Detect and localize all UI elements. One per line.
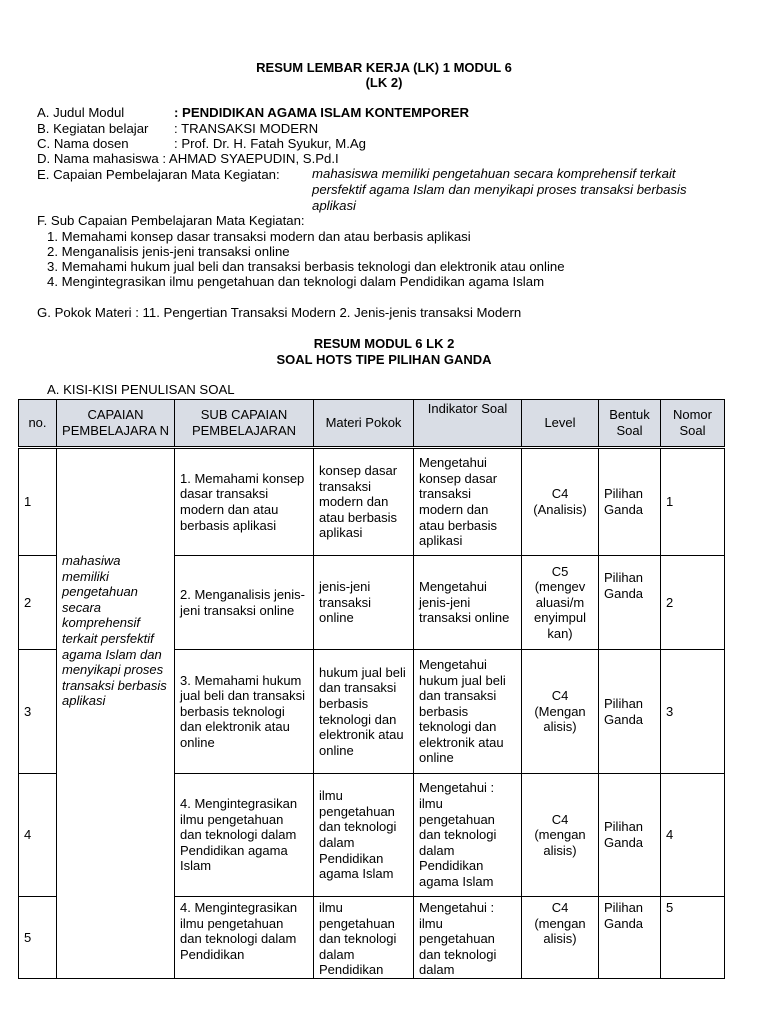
cell-nomor: 3: [661, 650, 725, 774]
header-indikator: Indikator Soal: [414, 400, 522, 448]
info-c-label: C. Nama dosen: [37, 136, 129, 151]
cell-indikator: Mengetahui : ilmu pengetahuan dan teknologi dalam Pendidikan agama Islam: [414, 774, 522, 897]
cell-materi: konsep dasar transaksi modern dan atau berbasis aplikasi: [314, 448, 414, 556]
table-header-row: [19, 400, 725, 448]
cell-bentuk: Pilihan Ganda: [599, 650, 661, 774]
sub-capaian-item: 4. Mengintegrasikan ilmu pengetahuan dan teknologi dalam Pendidikan agama Islam: [47, 274, 545, 289]
document-title: RESUM LEMBAR KERJA (LK) 1 MODUL 6: [256, 60, 512, 75]
cell-sub: 1. Memahami konsep dasar transaksi modern dan atau berbasis aplikasi: [175, 448, 314, 556]
header-bentuk: Bentuk Soal: [599, 400, 661, 448]
cell-level: C4 (Analisis): [522, 448, 599, 556]
info-e-value: mahasiswa memiliki pengetahuan secara komprehensif terkait persfektif agama Islam dan menyikapi proses transaksi berbasis aplikasi: [312, 166, 687, 213]
sub-capaian-item: 2. Menganalisis jenis-jeni transaksi online: [47, 244, 290, 259]
cell-bentuk: Pilihan Ganda: [599, 897, 661, 979]
cell-materi: jenis-jeni transaksi online: [314, 556, 414, 650]
cell-level: C4 (mengan alisis): [522, 774, 599, 897]
info-a-value: : PENDIDIKAN AGAMA ISLAM KONTEMPORER: [174, 105, 470, 120]
cell-nomor: 5: [661, 897, 725, 979]
cell-bentuk: Pilihan Ganda: [599, 556, 661, 650]
cell-indikator: Mengetahui : ilmu pengetahuan dan teknologi dalam: [414, 897, 522, 979]
header-sub-capaian: SUB CAPAIAN PEMBELAJARAN: [175, 400, 314, 448]
info-c-value: : Prof. Dr. H. Fatah Syukur, M.Ag: [174, 136, 367, 151]
kisi-kisi-table: [18, 399, 725, 979]
section-subtitle: SOAL HOTS TIPE PILIHAN GANDA: [276, 352, 492, 367]
info-f-label: F. Sub Capaian Pembelajaran Mata Kegiatan:: [37, 213, 305, 228]
cell-sub: 4. Mengintegrasikan ilmu pengetahuan dan teknologi dalam Pendidikan: [175, 897, 314, 979]
kisi-heading: A. KISI-KISI PENULISAN SOAL: [47, 382, 235, 397]
cell-sub: 4. Mengintegrasikan ilmu pengetahuan dan teknologi dalam Pendidikan agama Islam: [175, 774, 314, 897]
sub-capaian-item: 1. Memahami konsep dasar transaksi modern dan atau berbasis aplikasi: [47, 229, 471, 244]
cell-materi: ilmu pengetahuan dan teknologi dalam Pendidikan agama Islam: [314, 774, 414, 897]
cell-materi: hukum jual beli dan transaksi berbasis teknologi dan elektronik atau online: [314, 650, 414, 774]
cell-sub: 2. Menganalisis jenis-jeni transaksi online: [175, 556, 314, 650]
cell-nomor: 1: [661, 448, 725, 556]
info-b-value: : TRANSAKSI MODERN: [174, 121, 319, 136]
cell-level: C4 (Mengan alisis): [522, 650, 599, 774]
document-subtitle: (LK 2): [365, 75, 403, 90]
cell-indikator: Mengetahui konsep dasar transaksi modern dan atau berbasis aplikasi: [414, 448, 522, 556]
cell-no: 3: [19, 650, 57, 774]
cell-bentuk: Pilihan Ganda: [599, 448, 661, 556]
section-title: RESUM MODUL 6 LK 2: [313, 336, 455, 351]
info-g-line: G. Pokok Materi : 11. Pengertian Transaksi Modern 2. Jenis-jenis transaksi Modern: [37, 305, 522, 320]
cell-no: 1: [19, 448, 57, 556]
cell-no: 2: [19, 556, 57, 650]
cell-capaian: mahasiwa memiliki pengetahuan secara komprehensif terkait persfektif agama Islam dan menyikapi proses transaksi berbasis aplikasi: [57, 448, 175, 979]
cell-indikator: Mengetahui hukum jual beli dan transaksi berbasis teknologi dan elektronik atau online: [414, 650, 522, 774]
cell-level: C4 (mengan alisis): [522, 897, 599, 979]
info-e-label: E. Capaian Pembelajaran Mata Kegiatan:: [37, 167, 280, 182]
sub-capaian-item: 3. Memahami hukum jual beli dan transaksi berbasis teknologi dan elektronik atau online: [47, 259, 565, 274]
header-nomor: Nomor Soal: [661, 400, 725, 448]
info-d-line: D. Nama mahasiswa : AHMAD SYAEPUDIN, S.Pd.I: [37, 151, 339, 166]
cell-no: 4: [19, 774, 57, 897]
table-row: [19, 448, 725, 556]
cell-sub: 3. Memahami hukum jual beli dan transaksi berbasis teknologi dan elektronik atau online: [175, 650, 314, 774]
header-capaian: CAPAIAN PEMBELAJARA N: [57, 400, 175, 448]
cell-no: 5: [19, 897, 57, 979]
header-level: Level: [522, 400, 599, 448]
cell-materi: ilmu pengetahuan dan teknologi dalam Pendidikan: [314, 897, 414, 979]
header-no: no.: [19, 400, 57, 448]
cell-indikator: Mengetahui jenis-jeni transaksi online: [414, 556, 522, 650]
cell-bentuk: Pilihan Ganda: [599, 774, 661, 897]
info-a-label: A. Judul Modul: [37, 105, 125, 120]
cell-nomor: 4: [661, 774, 725, 897]
cell-level: C5 (mengev aluasi/m enyimpul kan): [522, 556, 599, 650]
info-b-label: B. Kegiatan belajar: [37, 121, 149, 136]
header-materi: Materi Pokok: [314, 400, 414, 448]
cell-nomor: 2: [661, 556, 725, 650]
